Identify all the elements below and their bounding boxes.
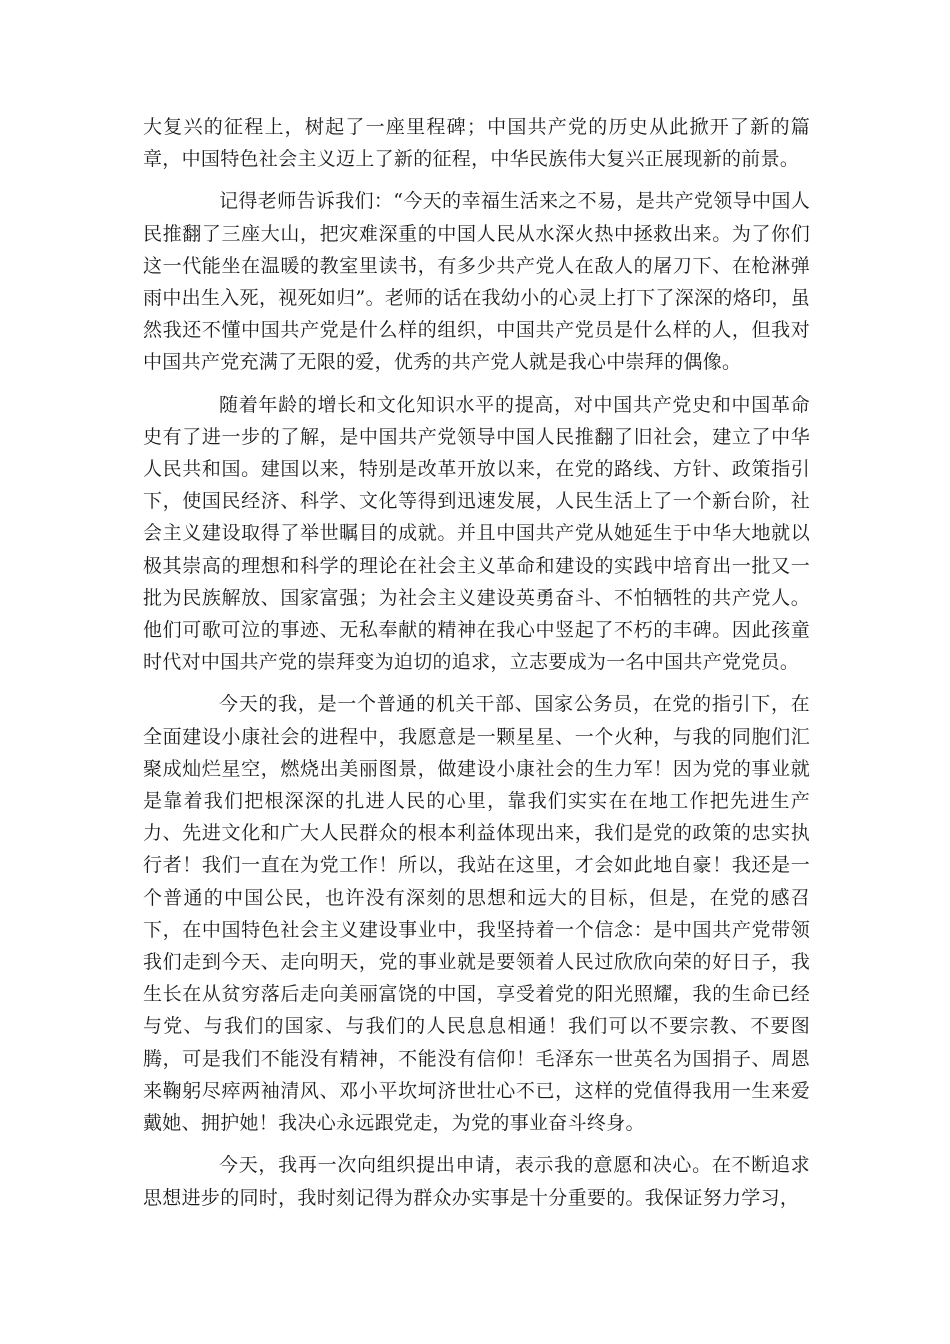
paragraph-application: 今天，我再一次向组织提出申请，表示我的意愿和决心。在不断追求思想进步的同时，我时刻记得为群众办实事是十分重要的。我保证努力学习，: [143, 1154, 810, 1209]
paragraph-party-history: 随着年龄的增长和文化知识水平的提高，对中国共产党史和中国革命史有了进一步的了解，是中国共产党领导中国人民推翻了旧社会，建立了中华人民共和国。建国以来，特别是改革开放以来，在党的路线、方针、政策指引下，使国民经济、科学、文化等得到迅速发展，人民生活上了一个新台阶，社会主义建设取得了举世瞩目的成就。并且中国共产党从她延生于中华大地就以极其崇高的理想和科学的理论在社会主义革命和建设的实践中培育出一批又一批为民族解放、国家富强；为社会主义建设英勇奋斗、不怕牺牲的共产党人。他们可歌可泣的事迹、无私奉献的精神在我心中竖起了不朽的丰碑。因此孩童时代对中国共产党的崇拜变为迫切的追求，立志要成为一名中国共产党党员。: [143, 393, 810, 674]
paragraph-continuation: 大复兴的征程上，树起了一座里程碑；中国共产党的历史从此掀开了新的篇章，中国特色社会主义迈上了新的征程，中华民族伟大复兴正展现新的前景。: [143, 116, 810, 171]
document-body: [143, 111, 810, 1214]
paragraph-teacher-words: 记得老师告诉我们：“今天的幸福生活来之不易，是共产党领导中国人民推翻了三座大山，把灾难深重的中国人民从水深火热中拯救出来。为了你们这一代能坐在温暖的教室里读书，有多少共产党人在敌人的屠刀下、在枪淋弹雨中出生入死，视死如归”。老师的话在我幼小的心灵上打下了深深的烙印，虽然我还不懂中国共产党是什么样的组织，中国共产党员是什么样的人，但我对中国共产党充满了无限的爱，优秀的共产党人就是我心中崇拜的偶像。: [143, 190, 810, 374]
paragraph-today-me: 今天的我，是一个普通的机关干部、国家公务员，在党的指引下，在全面建设小康社会的进程中，我愿意是一颗星星、一个火种，与我的同胞们汇聚成灿烂星空，燃烧出美丽图景，做建设小康社会的生力军！因为党的事业就是靠着我们把根深深的扎进人民的心里，靠我们实实在在地工作把先进生产力、先进文化和广大人民群众的根本利益体现出来，我们是党的政策的忠实执行者！我们一直在为党工作！所以，我站在这里，才会如此地自豪！我还是一个普通的中国公民，也许没有深刻的思想和远大的目标，但是，在党的感召下，在中国特色社会主义建设事业中，我坚持着一个信念：是中国共产党带领我们走到今天、走向明天，党的事业就是要领着人民过欣欣向荣的好日子，我生长在从贫穷落后走向美丽富饶的中国，享受着党的阳光照耀，我的生命已经与党、与我们的国家、与我们的人民息息相通！我们可以不要宗教、不要图腾，可是我们不能没有精神，不能没有信仰！毛泽东一世英名为国捐子、周恩来鞠躬尽瘁两袖清风、邓小平坎坷济世壮心不已，这样的党值得我用一生来爱戴她、拥护她！我决心永远跟党走，为党的事业奋斗终身。: [143, 693, 810, 1135]
